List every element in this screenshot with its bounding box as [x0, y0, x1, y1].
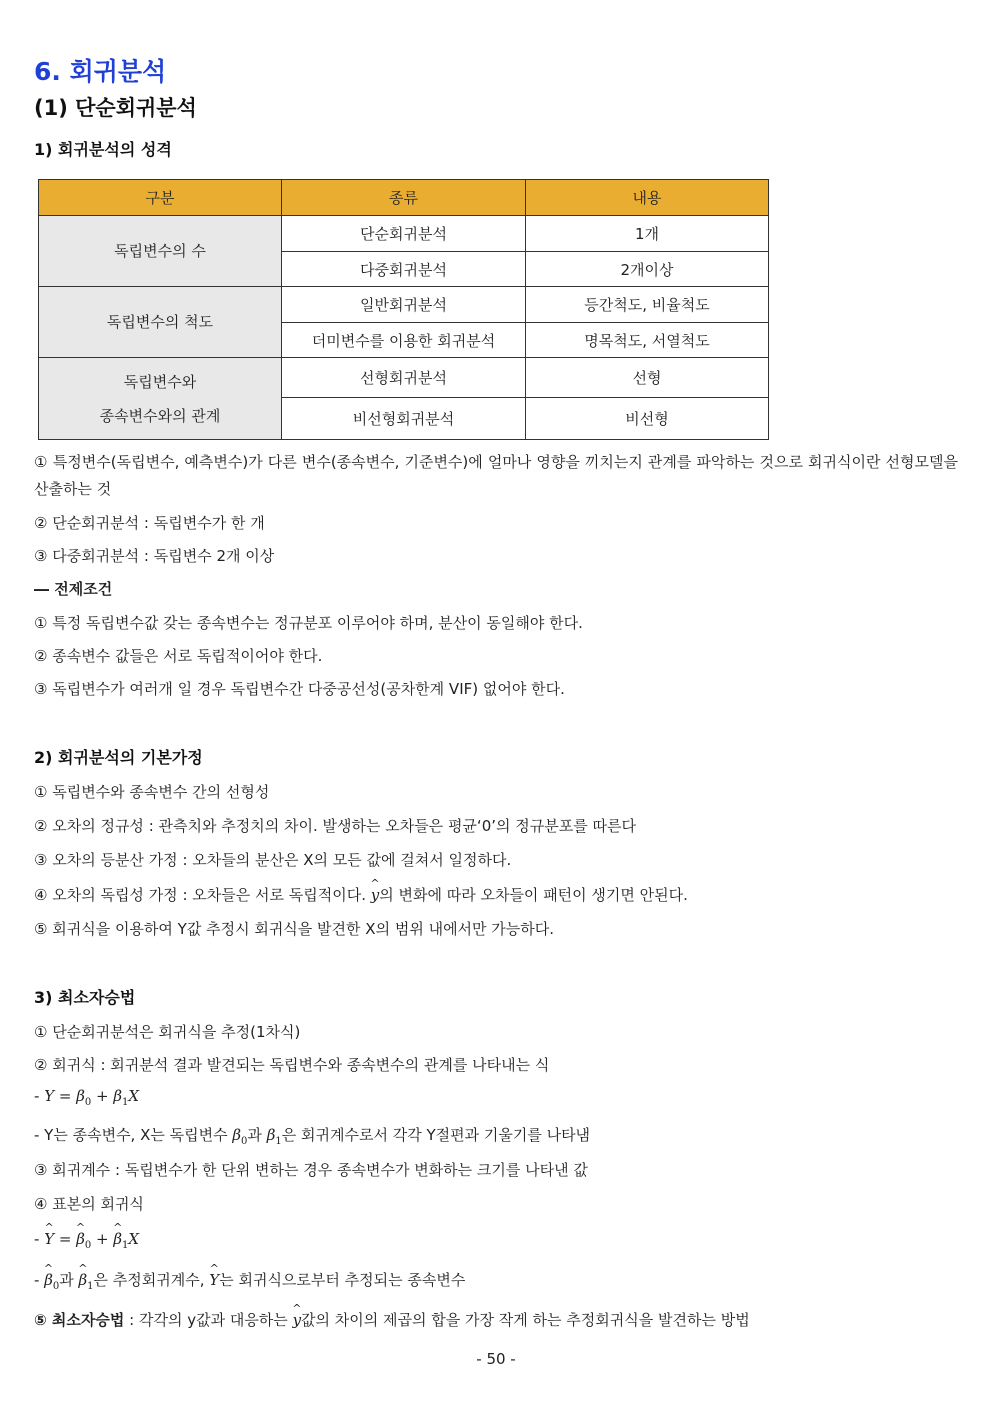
text-run: 값의 차이의 제곱의 합을 가장 작게 하는 추정회귀식을 발견하는 방법 — [301, 1311, 750, 1329]
list-item: ③ 오차의 등분산 가정 : 오차들의 분산은 X의 모든 값에 걸쳐서 일정하다. — [34, 851, 512, 869]
table-cell: 비선형회귀분석 — [282, 398, 526, 440]
subsection-heading-3: 3) 최소자승법 — [34, 988, 136, 1007]
math-symbol: X — [128, 1230, 140, 1248]
table-cell: 2개이상 — [526, 252, 769, 287]
regression-type-table — [38, 179, 769, 440]
math-subscript: 1 — [122, 1240, 129, 1251]
list-item: ② 회귀식 : 회귀분석 결과 발견되는 독립변수와 종속변수의 관계를 나타내는 식 — [34, 1056, 550, 1074]
math-subscript: 0 — [52, 1281, 60, 1292]
table-cell: 등간척도, 비율척도 — [526, 287, 769, 323]
table-category-line: 종속변수와의 관계 — [99, 406, 221, 425]
table-cell: 명목척도, 서열척도 — [526, 323, 769, 358]
list-item: ① 독립변수와 종속변수 간의 선형성 — [34, 783, 270, 801]
math-symbol: ^ Y — [209, 1271, 219, 1289]
subsection-heading-1: 1) 회귀분석의 성격 — [34, 140, 172, 159]
y-hat-symbol: ^ y — [371, 886, 379, 904]
math-symbol: ^ β — [44, 1271, 53, 1289]
math-symbol: Y — [44, 1087, 55, 1105]
table-header-cell: 구분 — [39, 180, 282, 216]
math-subscript: 1 — [122, 1097, 129, 1108]
math-symbol: ^ β — [79, 1271, 88, 1289]
sample-regression-equation — [34, 1230, 139, 1251]
list-item: ② 오차의 정규성 : 관측치와 추정치의 차이. 발생하는 오차들은 평균‘0’의 정규분포를 따른다 — [34, 817, 636, 835]
list-item: ② 종속변수 값들은 서로 독립적이어야 한다. — [34, 647, 323, 665]
text-run: - — [34, 1230, 45, 1248]
math-subscript: 0 — [84, 1240, 92, 1251]
table-category-cell: 독립변수의 척도 — [39, 287, 282, 358]
table-row — [39, 287, 769, 323]
text-run: : 각각의 y값과 대응하는 — [124, 1311, 293, 1329]
premise-heading: ― 전제조건 — [34, 580, 113, 598]
text-run: 과 — [247, 1126, 267, 1144]
y-hat-symbol: ^ y — [293, 1311, 301, 1329]
math-symbol: = — [54, 1087, 77, 1105]
list-item — [34, 1309, 750, 1330]
text-run: 은 추정회귀계수, — [93, 1271, 210, 1289]
term-label: ⑤ 최소자승법 — [34, 1311, 125, 1329]
text-run: - — [34, 1271, 45, 1289]
table-cell: 다중회귀분석 — [282, 252, 526, 287]
table-row — [39, 358, 769, 398]
text-run: 과 — [59, 1271, 79, 1289]
math-symbol: β — [76, 1087, 85, 1105]
math-symbol: β — [113, 1087, 123, 1105]
list-item: ⑤ 회귀식을 이용하여 Y값 추정시 회귀식을 발견한 X의 범위 내에서만 가능하다. — [34, 920, 555, 938]
table-row — [39, 216, 769, 252]
text-run: - Y는 종속변수, X는 독립변수 — [34, 1126, 233, 1144]
chapter-title: 6. 회귀분석 — [34, 57, 167, 86]
table-cell: 비선형 — [526, 398, 769, 440]
table-header-cell: 내용 — [526, 180, 769, 216]
text-run: 은 회귀계수로서 각각 Y절편과 기울기를 나타냄 — [281, 1126, 591, 1144]
math-symbol: + — [91, 1087, 114, 1105]
math-symbol: ^ β — [76, 1230, 85, 1248]
math-symbol: X — [128, 1087, 140, 1105]
math-symbol: + — [91, 1230, 114, 1248]
math-symbol: ^ β — [113, 1230, 122, 1248]
list-item: ④ 표본의 회귀식 — [34, 1195, 144, 1213]
text-run: 는 회귀식으로부터 추정되는 종속변수 — [219, 1271, 466, 1289]
list-item: ② 단순회귀분석 : 독립변수가 한 개 — [34, 514, 265, 532]
table-category-cell — [39, 358, 282, 440]
table-cell: 단순회귀분석 — [282, 216, 526, 252]
math-subscript: 1 — [87, 1281, 94, 1292]
text-run: ④ 오차의 독립성 가정 : 오차들은 서로 독립적이다. — [34, 886, 371, 904]
math-subscript: 1 — [275, 1136, 282, 1147]
table-header-cell: 종류 — [282, 180, 526, 216]
list-item — [34, 1124, 590, 1147]
page-number: - 50 - — [476, 1350, 516, 1368]
math-symbol: ^ Y — [44, 1230, 54, 1248]
list-item: ③ 다중회귀분석 : 독립변수 2개 이상 — [34, 547, 275, 565]
math-symbol: β — [266, 1126, 276, 1144]
table-cell: 일반회귀분석 — [282, 287, 526, 323]
math-symbol: β — [232, 1126, 242, 1144]
list-item: ① 단순회귀분석은 회귀식을 추정(1차식) — [34, 1023, 301, 1041]
math-subscript: 0 — [241, 1136, 248, 1147]
table-cell: 선형 — [526, 358, 769, 398]
table-header-row — [39, 180, 769, 216]
list-item — [34, 884, 688, 905]
text-run: 의 변화에 따라 오차들이 패턴이 생기면 안된다. — [379, 886, 688, 904]
table-cell: 1개 — [526, 216, 769, 252]
math-subscript: 0 — [84, 1097, 92, 1108]
section-title: (1) 단순회귀분석 — [34, 96, 197, 120]
list-item: ① 특정 독립변수값 갖는 종속변수는 정규분포 이루어야 하며, 분산이 동일해야 한다. — [34, 614, 583, 632]
list-item: ③ 독립변수가 여러개 일 경우 독립변수간 다중공선성(공차한계 VIF) 없어야 한다. — [34, 680, 565, 698]
table-cell: 더미변수를 이용한 회귀분석 — [282, 323, 526, 358]
subsection-heading-2: 2) 회귀분석의 기본가정 — [34, 748, 203, 767]
table-category-cell: 독립변수의 수 — [39, 216, 282, 287]
regression-equation — [34, 1087, 139, 1108]
text-run: - — [34, 1087, 45, 1105]
list-item: ③ 회귀계수 : 독립변수가 한 단위 변하는 경우 종속변수가 변화하는 크기를 나타낸 값 — [34, 1161, 588, 1179]
table-cell: 선형회귀분석 — [282, 358, 526, 398]
paragraph-definition: ① 특정변수(독립변수, 예측변수)가 다른 변수(종속변수, 기준변수)에 얼마나 영향을 끼치는지 관계를 파악하는 것으로 회귀식이란 선형모델을 산출하는 것 — [34, 453, 958, 498]
list-item — [34, 1269, 465, 1292]
math-symbol: = — [54, 1230, 77, 1248]
table-category-line: 독립변수와 — [123, 372, 197, 391]
